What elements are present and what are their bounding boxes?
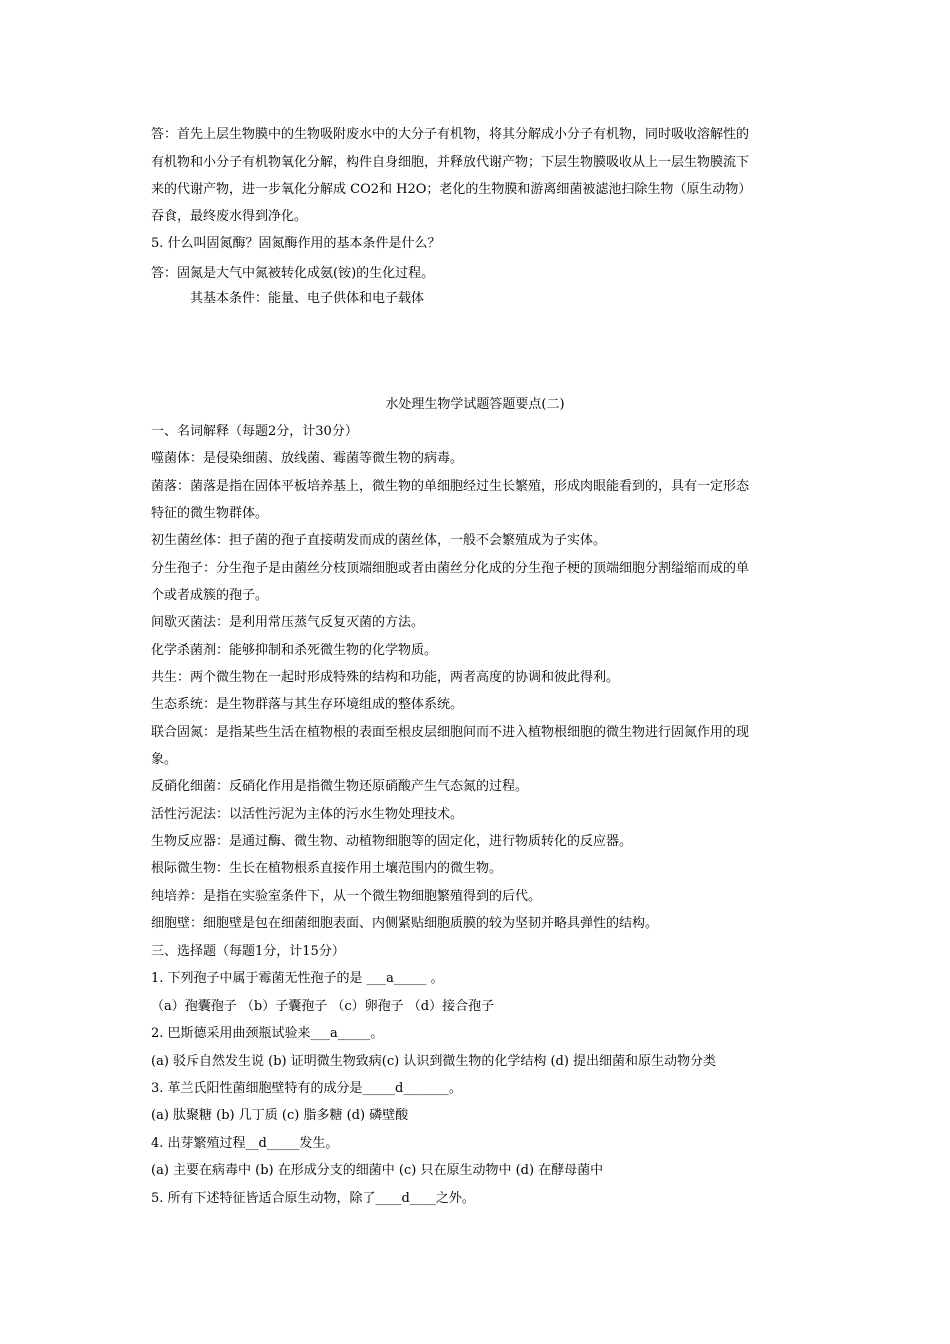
term-line: 活性污泥法：以活性污泥为主体的污水生物处理技术。 [151,807,464,822]
term-line: 生物反应器：是通过酶、微生物、动植物细胞等的固定化，进行物质转化的反应器。 [151,834,633,849]
term-line: 生态系统：是生物群落与其生存环境组成的整体系统。 [151,697,464,712]
choice-q2-prefix: 2. 巴斯德采用曲颈瓶试验来 [151,1026,311,1041]
term-line: 共生：两个微生物在一起时形成特殊的结构和功能，两者高度的协调和彼此得利。 [151,670,620,685]
choice-q3 [151,1079,462,1099]
choice-q4-options: (a) 主要在病毒中 (b) 在形成分支的细菌中 (c) 只在原生动物中 (d) 在酵母菌中 [151,1163,604,1178]
answer4-line-1: 答：首先上层生物膜中的生物吸附废水中的大分子有机物，将其分解成小分子有机物，同时吸收溶解性的 [151,127,750,142]
term-line: 间歇灭菌法：是利用常压蒸气反复灭菌的方法。 [151,615,425,630]
term-line: 特征的微生物群体。 [151,506,269,521]
choice-q1-suffix: 。 [426,971,444,986]
term-line: 根际微生物：生长在植物根系直接作用土壤范围内的微生物。 [151,861,503,876]
answer4-line-3: 来的代谢产物，进一步氧化分解成 CO2和 H2O；老化的生物膜和游离细菌被滤池扫除生物（原生动物） [151,182,752,197]
choice-q3-blank: _____d_______ [362,1081,449,1096]
term-line: 噬菌体：是侵染细菌、放线菌、霉菌等微生物的病毒。 [151,451,464,466]
q5-conditions: 其基本条件：能量、电子供体和电子载体 [190,291,425,306]
choice-q4-suffix: 发生。 [299,1136,339,1151]
choice-q5-suffix: 之外。 [435,1191,475,1206]
choice-q2-blank: ___a_____ [310,1026,371,1041]
term-line: 菌落：菌落是指在固体平板培养基上，微生物的单细胞经过生长繁殖，形成肉眼能看到的，具有一定形态 [151,479,750,494]
term-line: 反硝化细菌：反硝化作用是指微生物还原硝酸产生气态氮的过程。 [151,779,529,794]
choice-q4 [151,1134,338,1154]
term-line: 细胞壁：细胞壁是包在细菌细胞表面、内侧紧贴细胞质膜的较为坚韧并略具弹性的结构。 [151,916,659,931]
choice-q3-options: (a) 肽聚糖 (b) 几丁质 (c) 脂多糖 (d) 磷壁酸 [151,1108,409,1123]
choice-q2 [151,1024,383,1044]
term-line: 初生菌丝体：担子菌的孢子直接萌发而成的菌丝体，一般不会繁殖成为子实体。 [151,533,607,548]
choice-q1-blank: ___a_____ [366,971,427,986]
choice-q2-suffix: 。 [370,1026,384,1041]
section-title: 水处理生物学试题答题要点(二) [385,397,565,412]
choice-q1-options: （a）孢囊孢子 （b）子囊孢子 （c）卵孢子 （d）接合孢子 [151,999,495,1014]
q5-answer: 答：固氮是大气中氮被转化成氨(铵)的生化过程。 [151,266,435,281]
term-line: 个或者成簇的孢子。 [151,588,269,603]
term-line: 象。 [151,752,178,767]
part1-heading: 一、名词解释（每题2分，计30分） [151,424,358,439]
answer4-line-4: 吞食，最终废水得到净化。 [151,209,308,224]
choice-q3-suffix: 。 [448,1081,462,1096]
choice-q1-prefix: 1. 下列孢子中属于霉菌无性孢子的是 [151,971,367,986]
term-line: 分生孢子：分生孢子是由菌丝分枝顶端细胞或者由菌丝分化成的分生孢子梗的顶端细胞分割缢缩而成的单 [151,561,750,576]
choice-q5-blank: ____d____ [375,1191,436,1206]
term-line: 纯培养：是指在实验室条件下，从一个微生物细胞繁殖得到的后代。 [151,889,542,904]
choice-q2-options: (a) 驳斥自然发生说 (b) 证明微生物致病(c) 认识到微生物的化学结构 (d) 提出细菌和原生动物分类 [151,1054,717,1069]
choice-q1 [151,969,444,989]
choice-q4-prefix: 4. 出芽繁殖过程 [151,1136,246,1151]
answer4-line-2: 有机物和小分子有机物氧化分解，构件自身细胞，并释放代谢产物；下层生物膜吸收从上一层生物膜流下 [151,155,750,170]
choice-q5-prefix: 5. 所有下述特征皆适合原生动物，除了 [151,1191,376,1206]
term-line: 化学杀菌剂：能够抑制和杀死微生物的化学物质。 [151,643,438,658]
choice-q5 [151,1189,475,1209]
q5-question: 5. 什么叫固氮酶？固氮酶作用的基本条件是什么？ [151,236,441,251]
term-line: 联合固氮：是指某些生活在植物根的表面至根皮层细胞间而不进入植物根细胞的微生物进行固氮作用的现 [151,725,750,740]
choice-q4-blank: __d_____ [245,1136,300,1151]
part3-heading: 三、选择题（每题1分，计15分） [151,944,345,959]
choice-q3-prefix: 3. 革兰氏阳性菌细胞壁特有的成分是 [151,1081,363,1096]
